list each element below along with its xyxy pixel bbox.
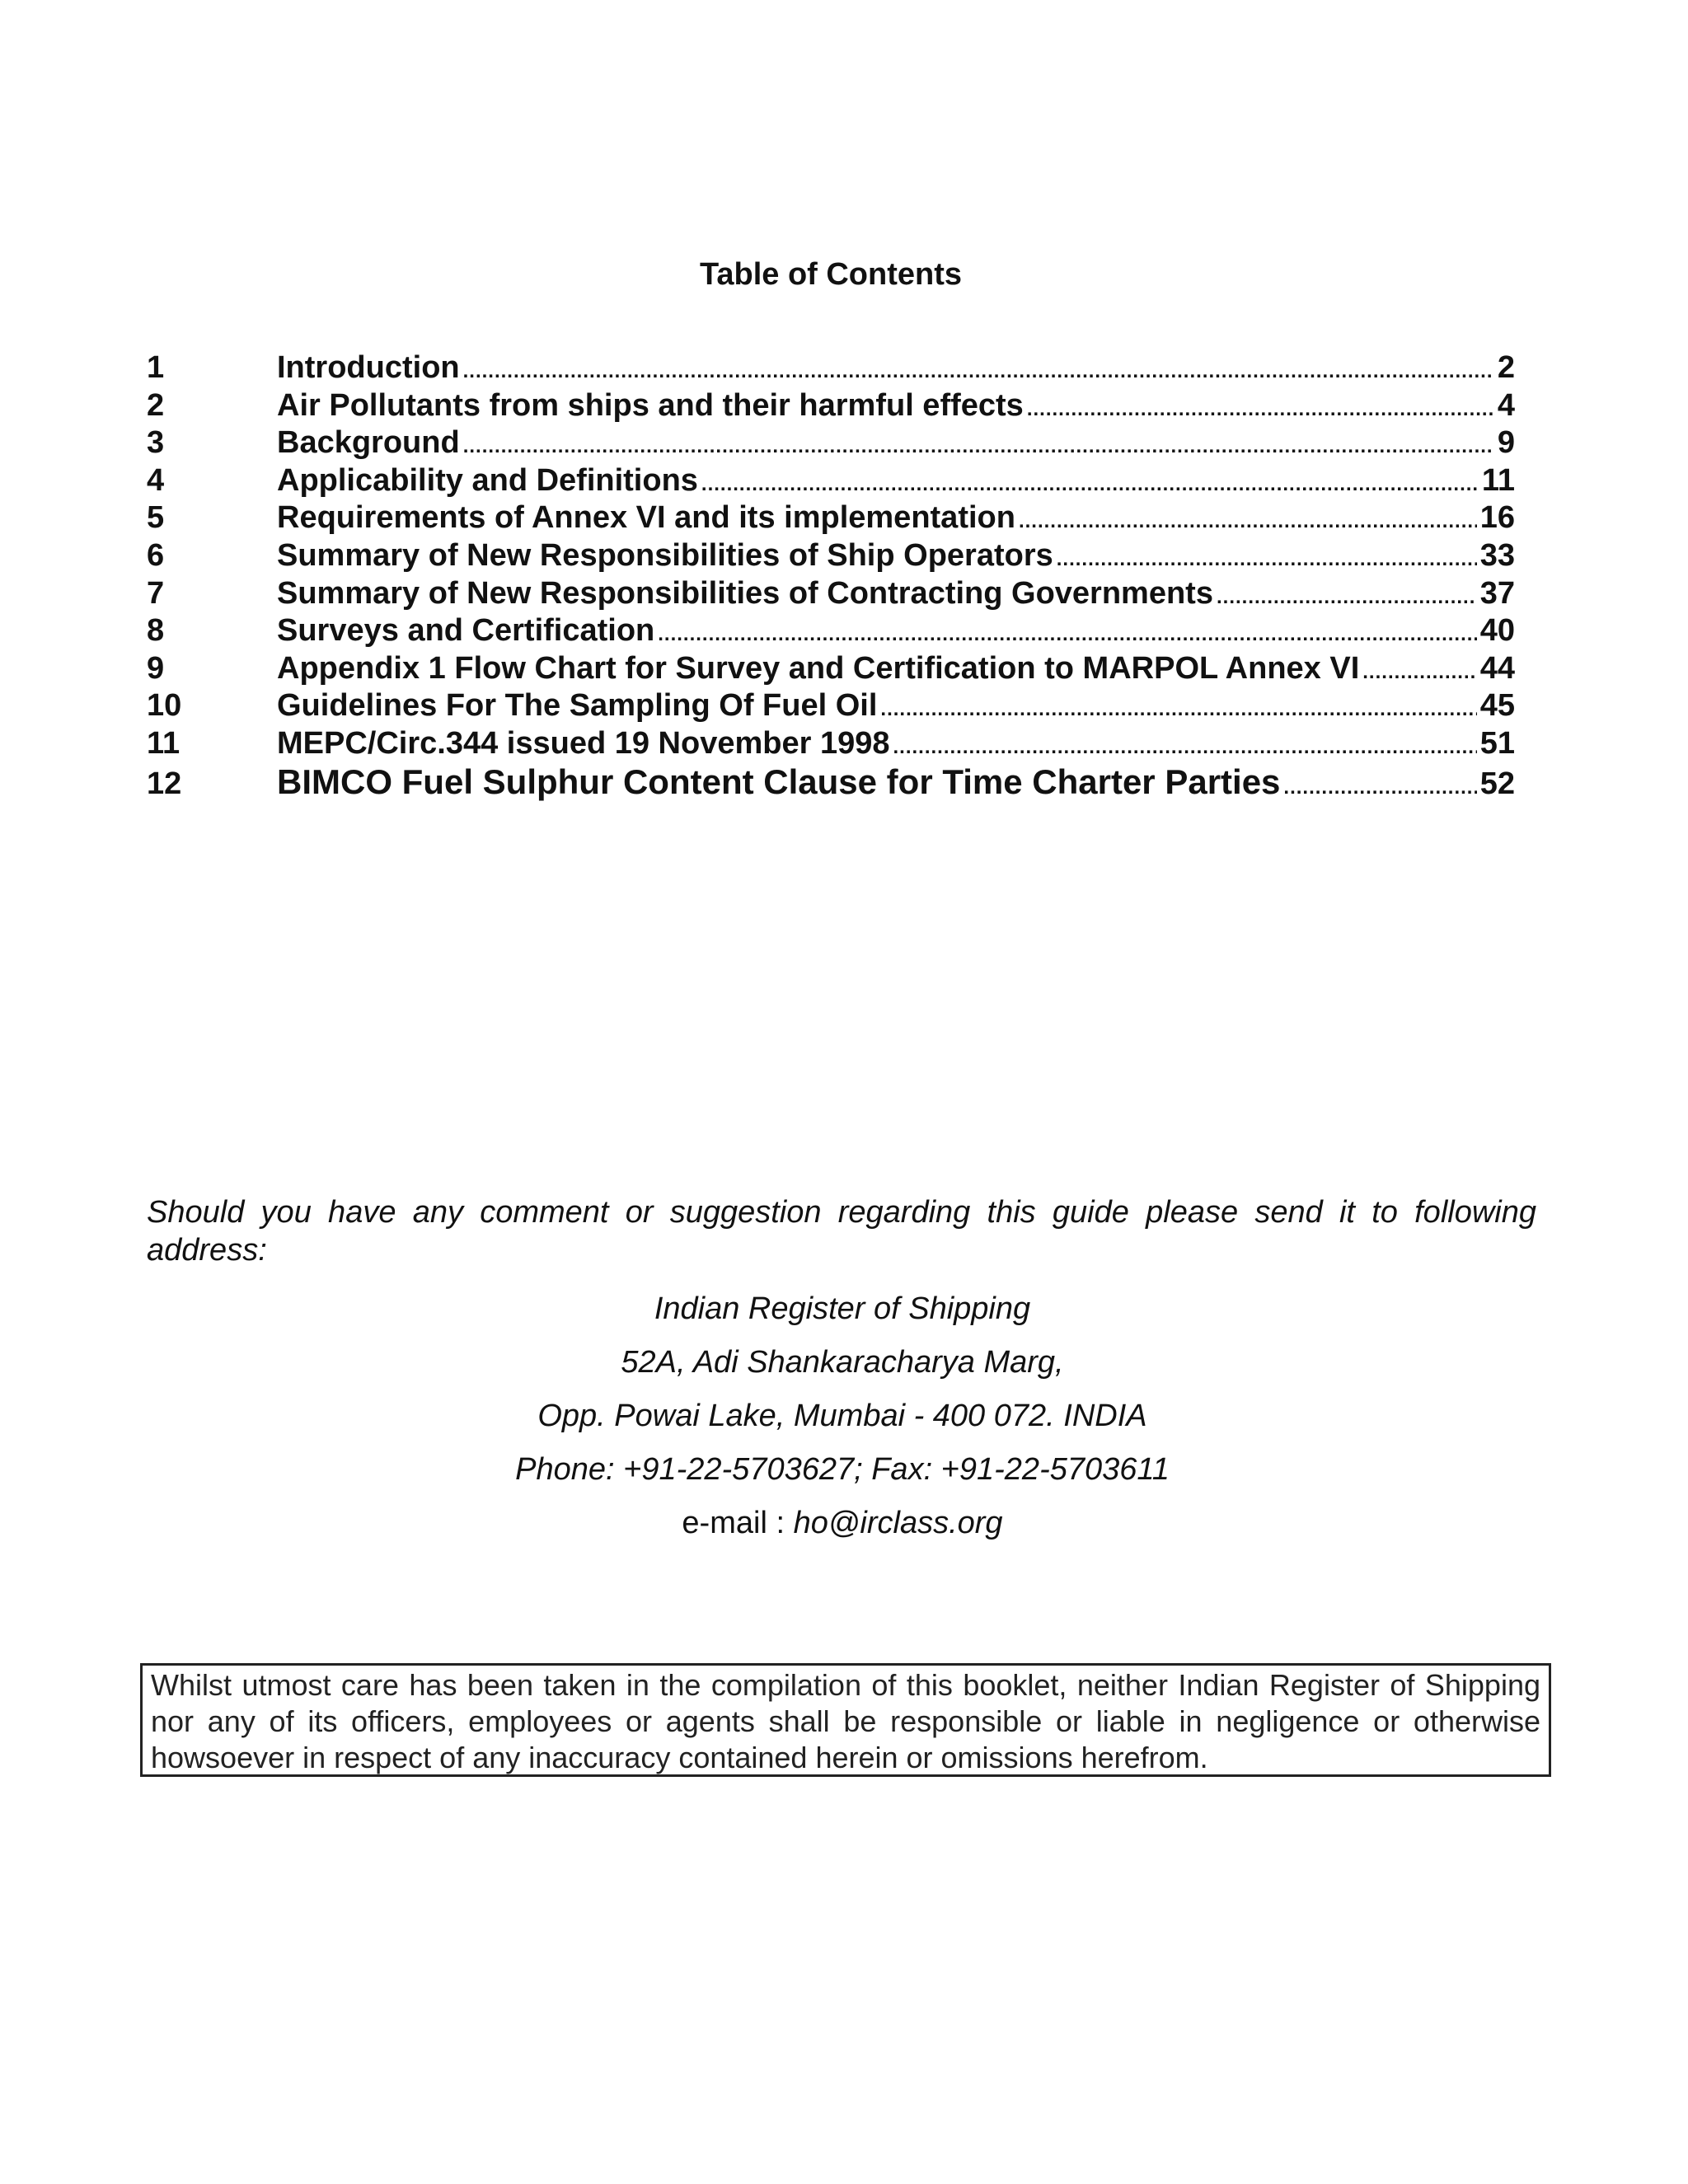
toc-entry-page: 33: [1479, 537, 1515, 573]
toc-heading: Table of Contents: [699, 257, 963, 292]
email-label: e-mail :: [682, 1506, 794, 1540]
toc-entry-page: 4: [1497, 387, 1515, 423]
toc-dot-leader: [1057, 541, 1477, 579]
toc-dot-leader: [893, 729, 1477, 766]
toc-entry-number: 4: [147, 462, 165, 498]
toc-entry-title[interactable]: Summary of New Responsibilities of Contracting Governments: [277, 575, 1213, 611]
toc-entry-8[interactable]: [147, 612, 1515, 650]
toc-entry-10[interactable]: [147, 687, 1515, 725]
toc-entry-number: 3: [147, 425, 165, 461]
toc-entry-page: 51: [1479, 725, 1515, 761]
toc-entry-page: 44: [1479, 650, 1515, 686]
disclaimer-box: Whilst utmost care has been taken in the compilation of this booklet, neither Indian Register of Shipping nor any of its officers, employees or agents shall be responsible or liable in negligence or otherwise howsoever in respect of any inaccuracy contained herein or omissions herefrom.: [140, 1663, 1551, 1777]
toc-dot-leader: [1362, 654, 1476, 691]
toc-dot-leader: [1217, 579, 1477, 616]
toc-entry-number: 6: [147, 537, 165, 573]
toc-dot-leader: [1027, 391, 1494, 429]
toc-entry-2[interactable]: [147, 387, 1515, 425]
toc-entry-title[interactable]: Surveys and Certification: [277, 613, 655, 649]
city-address: Opp. Powai Lake, Mumbai - 400 072. INDIA: [537, 1399, 1147, 1433]
toc-entry-title[interactable]: Applicability and Definitions: [277, 462, 698, 498]
organization-name: Indian Register of Shipping: [654, 1291, 1031, 1326]
toc-entry-number: 10: [147, 688, 182, 724]
toc-entry-9[interactable]: [147, 650, 1515, 688]
contact-address-block: [0, 1282, 1685, 1550]
table-of-contents: [147, 349, 1515, 800]
toc-dot-leader: [880, 691, 1476, 729]
toc-entry-6[interactable]: [147, 537, 1515, 575]
email-line: [0, 1497, 1685, 1550]
toc-entry-title[interactable]: Guidelines For The Sampling Of Fuel Oil: [277, 688, 878, 724]
toc-entry-number: 2: [147, 387, 165, 423]
toc-entry-title[interactable]: Appendix 1 Flow Chart for Survey and Certification to MARPOL Annex VI: [277, 650, 1360, 686]
phone-fax: Phone: +91-22-5703627; Fax: +91-22-5703611: [515, 1452, 1170, 1487]
toc-entry-page: 16: [1479, 500, 1515, 536]
email-link[interactable]: ho@irclass.org: [793, 1506, 1003, 1540]
toc-entry-number: 7: [147, 575, 165, 611]
toc-entry-page: 11: [1481, 462, 1515, 498]
toc-entry-page: 52: [1479, 766, 1515, 801]
toc-entry-title[interactable]: Introduction: [277, 350, 460, 385]
toc-entry-number: 8: [147, 613, 165, 649]
toc-entry-page: 2: [1497, 350, 1515, 385]
toc-entry-number: 9: [147, 650, 165, 686]
toc-dot-leader: [463, 428, 1494, 466]
street-address: 52A, Adi Shankaracharya Marg,: [621, 1345, 1064, 1380]
toc-entry-title[interactable]: BIMCO Fuel Sulphur Content Clause for Time Charter Parties: [277, 762, 1281, 801]
toc-entry-number: 5: [147, 500, 165, 536]
feedback-request-text: Should you have any comment or suggestion regarding this guide please send it to following address:: [147, 1195, 1536, 1268]
toc-entry-page: 45: [1479, 688, 1515, 724]
toc-dot-leader: [658, 616, 1476, 654]
toc-entry-page: 37: [1479, 575, 1515, 611]
toc-entry-title[interactable]: Air Pollutants from ships and their harmful effects: [277, 387, 1024, 423]
toc-entry-title[interactable]: MEPC/Circ.344 issued 19 November 1998: [277, 725, 890, 761]
toc-entry-11[interactable]: [147, 725, 1515, 763]
toc-dot-leader: [463, 353, 1494, 391]
toc-entry-12[interactable]: [147, 763, 1515, 801]
toc-entry-page: 40: [1479, 613, 1515, 649]
toc-entry-number: 12: [147, 766, 182, 801]
toc-entry-7[interactable]: [147, 575, 1515, 613]
toc-dot-leader: [701, 466, 1479, 504]
toc-entry-4[interactable]: [147, 462, 1515, 500]
toc-entry-title[interactable]: Summary of New Responsibilities of Ship Operators: [277, 537, 1053, 573]
toc-entry-page: 9: [1497, 425, 1515, 461]
toc-dot-leader: [1283, 769, 1476, 807]
toc-entry-1[interactable]: [147, 349, 1515, 387]
toc-entry-title[interactable]: Background: [277, 425, 460, 461]
toc-entry-3[interactable]: [147, 424, 1515, 462]
toc-entry-number: 1: [147, 350, 165, 385]
toc-entry-title[interactable]: Requirements of Annex VI and its implementation: [277, 500, 1015, 536]
toc-entry-number: 11: [147, 725, 181, 761]
toc-entry-5[interactable]: [147, 499, 1515, 537]
toc-dot-leader: [1019, 503, 1477, 541]
